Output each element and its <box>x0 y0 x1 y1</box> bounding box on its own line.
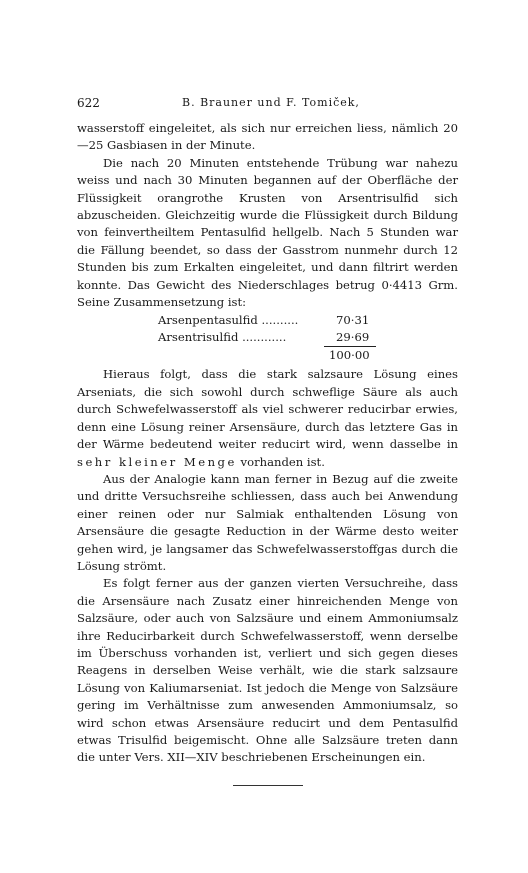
paragraph-4: Aus der Analogie kann man ferner in Bezug auf die zweite und dritte Versuchsreihe schliessen, dass auch bei Anwendung einer reinen oder nur Salmiak enthaltenden Lösung von Arsensäure die gesagte Reduction in der Wärme desto weiter gehen wird, je langsamer das Schwefelwasserstoffgas durch die Lösung strömt. <box>77 471 458 573</box>
composition-total: 100·00 <box>329 348 370 363</box>
paragraph-1: wasserstoff eingeleitet, als sich nur erreichen liess, nämlich 20—25 Gasbiasen in der Minute. <box>77 121 458 153</box>
composition-name: Arsenpentasulfid .......... <box>158 313 299 328</box>
header-authors: B. Brauner und F. Tomiček, <box>182 96 360 109</box>
composition-value: 70·31 <box>336 313 370 328</box>
composition-row <box>158 329 458 346</box>
composition-row <box>158 312 458 329</box>
paragraph-5: Es folgt ferner aus der ganzen vierten Versuchreihe, dass die Arsensäure nach Zusatz einer hinreichenden Menge von Salzsäure, oder auch von Salzsäure und einem Ammoniumsalz ihre Reducirbarkeit durch Schwefelwasserstoff, wenn derselbe im Überschuss vorhanden ist, verliert und sich gegen dieses Reagens in derselben Weise verhält, wie die stark salzsaure Lösung von Kaliumarseniat. Ist jedoch die Menge von Salzsäure gering im Verhältnisse zum anwesenden Ammoniumsalz, so wird schon etwas Arsensäure reducirt und dem Pentasulfid etwas Trisulfid beigemischt. Ohne alle Salzsäure treten dann die unter Vers. XII—XIV beschriebenen Erscheinungen ein. <box>77 576 458 765</box>
paragraph-2: Die nach 20 Minuten entstehende Trübung war nahezu weiss und nach 30 Minuten begannen auf der Oberfläche der Flüssigkeit orangrothe Krusten von Arsentrisulfid sich abzuscheiden. Gleichzeitig wurde die Flüssigkeit durch Bildung von feinvertheiltem Pentasulfid hellgelb. Nach 5 Stunden war die Fällung beendet, so dass der Gasstrom nunmehr durch 12 Stunden bis zum Erkalten eingeleitet, und dann filtrirt werden konnte. Das Gewicht des Niederschlages betrug 0·4413 Grm. Seine Zusammensetzung ist: <box>77 155 458 310</box>
composition-total-row <box>158 346 458 363</box>
end-rule <box>233 785 303 786</box>
composition-name: Arsentrisulfid ............ <box>158 330 287 345</box>
paragraph-3 <box>77 366 458 470</box>
paragraph-3-text: Hieraus folgt, dass die stark salzsaure Lösung eines Arseniats, die sich sowohl durch schweflige Säure als auch durch Schwefelwasserstoff als viel schwerer reducirbar erwies, denn eine Lösung reiner Arsensäure, durch das letztere Gas in der Wärme bedeutend weiter reducirt wird, wenn dasselbe in <box>77 367 458 452</box>
page <box>77 96 458 786</box>
emphasis-spaced: sehr kleiner Menge <box>77 454 237 469</box>
page-number: 622 <box>77 96 100 110</box>
composition-value: 29·69 <box>336 330 370 345</box>
composition-table <box>158 312 458 363</box>
running-head <box>77 96 458 110</box>
paragraph-3-end: vorhanden ist. <box>240 454 325 469</box>
